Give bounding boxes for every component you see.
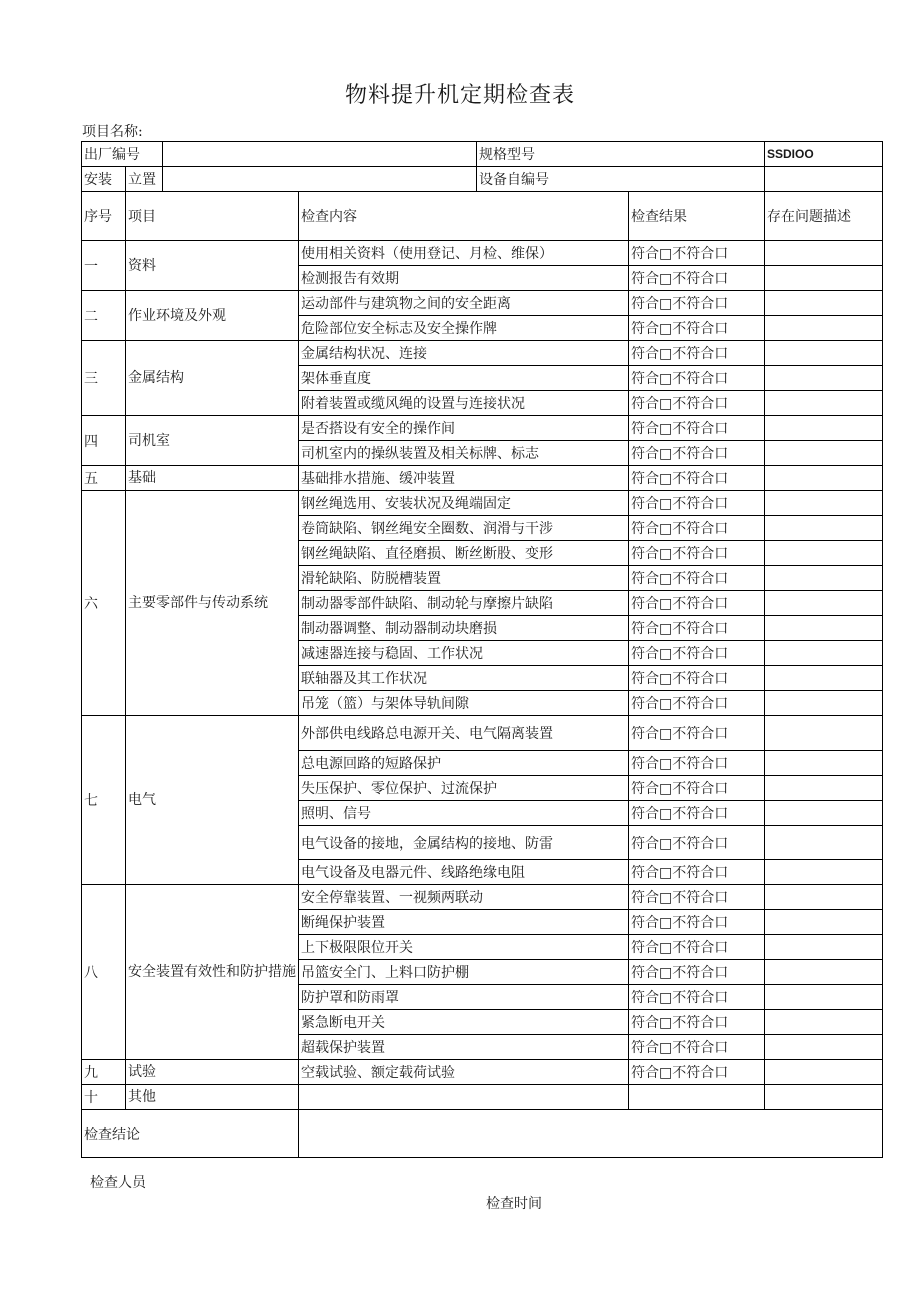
factory-no-field[interactable] bbox=[163, 142, 477, 167]
check-result-options[interactable]: 符合□不符合口 bbox=[629, 541, 765, 566]
issue-description-field[interactable] bbox=[765, 366, 883, 391]
group-seq: 一 bbox=[82, 241, 126, 291]
conclusion-row bbox=[82, 1110, 883, 1158]
column-seq: 序号 bbox=[82, 192, 126, 241]
check-content: 附着装置或缆风绳的设置与连接状况 bbox=[299, 391, 629, 416]
check-result-options[interactable]: 符合□不符合口 bbox=[629, 801, 765, 826]
check-content: 超载保护装置 bbox=[299, 1035, 629, 1060]
check-content: 紧急断电开关 bbox=[299, 1010, 629, 1035]
check-result-options[interactable]: 符合□不符合口 bbox=[629, 266, 765, 291]
check-result-options[interactable]: 符合□不符合口 bbox=[629, 985, 765, 1010]
model-field[interactable]: SSDIOO bbox=[765, 142, 883, 167]
inspection-date-label: 检查时间 bbox=[486, 1196, 542, 1212]
issue-description-field[interactable] bbox=[765, 566, 883, 591]
issue-description-field[interactable] bbox=[765, 935, 883, 960]
issue-description-field[interactable] bbox=[765, 291, 883, 316]
inspector-label: 检查人员 bbox=[90, 1175, 146, 1191]
check-result-options[interactable]: 符合□不符合口 bbox=[629, 241, 765, 266]
group-seq: 七 bbox=[82, 716, 126, 885]
device-no-label: 设备自编号 bbox=[477, 167, 765, 192]
issue-description-field[interactable] bbox=[765, 666, 883, 691]
inspection-table bbox=[81, 141, 883, 1158]
issue-description-field[interactable] bbox=[765, 1010, 883, 1035]
check-content: 司机室内的操纵装置及相关标牌、标志 bbox=[299, 441, 629, 466]
check-content: 是否搭设有安全的操作间 bbox=[299, 416, 629, 441]
check-content: 吊笼（篮）与架体导轨间隙 bbox=[299, 691, 629, 716]
group-name: 金属结构 bbox=[126, 341, 299, 416]
check-content: 制动器调整、制动器制动块磨损 bbox=[299, 616, 629, 641]
check-result-options[interactable]: 符合□不符合口 bbox=[629, 826, 765, 860]
issue-description-field[interactable] bbox=[765, 316, 883, 341]
issue-description-field[interactable] bbox=[765, 641, 883, 666]
check-row bbox=[82, 885, 883, 910]
page-title: 物料提升机定期检查表 bbox=[344, 83, 575, 108]
check-result-options[interactable]: 符合□不符合口 bbox=[629, 341, 765, 366]
check-result-options[interactable]: 符合□不符合口 bbox=[629, 776, 765, 801]
check-content: 联轴器及其工作状况 bbox=[299, 666, 629, 691]
check-content: 检测报告有效期 bbox=[299, 266, 629, 291]
group-name: 司机室 bbox=[126, 416, 299, 466]
check-result-options[interactable]: 符合□不符合口 bbox=[629, 441, 765, 466]
group-name: 基础 bbox=[126, 466, 299, 491]
location-label: 立置 bbox=[126, 167, 163, 192]
conclusion-label: 检查结论 bbox=[82, 1110, 299, 1158]
issue-description-field[interactable] bbox=[765, 516, 883, 541]
group-seq: 八 bbox=[82, 885, 126, 1060]
issue-description-field[interactable] bbox=[765, 885, 883, 910]
check-content: 电气设备的接地，金属结构的接地、防雷 bbox=[299, 826, 629, 860]
group-name: 电气 bbox=[126, 716, 299, 885]
install-label: 安装 bbox=[82, 167, 126, 192]
check-content: 钢丝绳缺陷、直径磨损、断丝断股、变形 bbox=[299, 541, 629, 566]
issue-description-field[interactable] bbox=[765, 1035, 883, 1060]
issue-description-field[interactable] bbox=[765, 960, 883, 985]
model-label: 规格型号 bbox=[477, 142, 765, 167]
check-result-options[interactable]: 符合□不符合口 bbox=[629, 860, 765, 885]
check-content: 照明、信号 bbox=[299, 801, 629, 826]
check-content: 钢丝绳选用、安装状况及绳端固定 bbox=[299, 491, 629, 516]
check-result-options[interactable]: 符合□不符合口 bbox=[629, 751, 765, 776]
issue-description-field[interactable] bbox=[765, 826, 883, 860]
check-content: 防护罩和防雨罩 bbox=[299, 985, 629, 1010]
check-result-options[interactable]: 符合□不符合口 bbox=[629, 566, 765, 591]
factory-no-label: 出厂编号 bbox=[82, 142, 163, 167]
check-row bbox=[82, 416, 883, 441]
header-row-install bbox=[82, 167, 883, 192]
check-result-options[interactable]: 符合□不符合口 bbox=[629, 1010, 765, 1035]
group-name: 作业环境及外观 bbox=[126, 291, 299, 341]
check-result-options[interactable]: 符合□不符合口 bbox=[629, 366, 765, 391]
group-seq: 二 bbox=[82, 291, 126, 341]
column-item: 项目 bbox=[126, 192, 299, 241]
install-location-field[interactable] bbox=[163, 167, 477, 192]
check-content: 危险部位安全标志及安全操作牌 bbox=[299, 316, 629, 341]
issue-description-field[interactable] bbox=[765, 691, 883, 716]
group-seq: 六 bbox=[82, 491, 126, 716]
group-name: 试验 bbox=[126, 1060, 299, 1085]
check-content: 安全停靠装置、一视频两联动 bbox=[299, 885, 629, 910]
check-result-options[interactable]: 符合□不符合口 bbox=[629, 466, 765, 491]
issue-description-field[interactable] bbox=[765, 241, 883, 266]
issue-description-field[interactable] bbox=[765, 1060, 883, 1085]
check-result-options[interactable]: 符合□不符合口 bbox=[629, 616, 765, 641]
check-result-options[interactable]: 符合□不符合口 bbox=[629, 1060, 765, 1085]
issue-description-field[interactable] bbox=[765, 1085, 883, 1110]
check-content: 架体垂直度 bbox=[299, 366, 629, 391]
check-content bbox=[299, 1085, 629, 1110]
check-content: 失压保护、零位保护、过流保护 bbox=[299, 776, 629, 801]
issue-description-field[interactable] bbox=[765, 801, 883, 826]
check-row bbox=[82, 466, 883, 491]
check-row bbox=[82, 1060, 883, 1085]
column-result: 检查结果 bbox=[629, 192, 765, 241]
check-result-options[interactable]: 符合□不符合口 bbox=[629, 516, 765, 541]
issue-description-field[interactable] bbox=[765, 441, 883, 466]
check-result-options[interactable]: 符合□不符合口 bbox=[629, 910, 765, 935]
check-result-options[interactable]: 符合□不符合口 bbox=[629, 716, 765, 751]
header-row-factory bbox=[82, 142, 883, 167]
check-row bbox=[82, 291, 883, 316]
group-seq: 九 bbox=[82, 1060, 126, 1085]
check-row bbox=[82, 341, 883, 366]
group-seq: 三 bbox=[82, 341, 126, 416]
column-content: 检查内容 bbox=[299, 192, 629, 241]
check-result-options[interactable]: 符合□不符合口 bbox=[629, 935, 765, 960]
issue-description-field[interactable] bbox=[765, 491, 883, 516]
check-result-options[interactable]: 符合□不符合口 bbox=[629, 591, 765, 616]
check-row bbox=[82, 491, 883, 516]
check-result-options[interactable]: 符合□不符合口 bbox=[629, 391, 765, 416]
issue-description-field[interactable] bbox=[765, 860, 883, 885]
check-row bbox=[82, 716, 883, 751]
check-result-options[interactable]: 符合□不符合口 bbox=[629, 666, 765, 691]
issue-description-field[interactable] bbox=[765, 266, 883, 291]
column-header-row bbox=[82, 192, 883, 241]
issue-description-field[interactable] bbox=[765, 751, 883, 776]
check-result-options[interactable]: 符合□不符合口 bbox=[629, 641, 765, 666]
issue-description-field[interactable] bbox=[765, 391, 883, 416]
check-content: 吊篮安全门、上料口防护棚 bbox=[299, 960, 629, 985]
check-row bbox=[82, 241, 883, 266]
issue-description-field[interactable] bbox=[765, 616, 883, 641]
check-content: 空载试验、额定载荷试验 bbox=[299, 1060, 629, 1085]
check-result-options[interactable]: 符合□不符合口 bbox=[629, 691, 765, 716]
check-content: 制动器零部件缺陷、制动轮与摩擦片缺陷 bbox=[299, 591, 629, 616]
group-seq: 四 bbox=[82, 416, 126, 466]
group-name: 其他 bbox=[126, 1085, 299, 1110]
column-issue: 存在问题描述 bbox=[765, 192, 883, 241]
issue-description-field[interactable] bbox=[765, 416, 883, 441]
check-result-options[interactable]: 符合□不符合口 bbox=[629, 885, 765, 910]
check-content: 使用相关资料（使用登记、月检、维保） bbox=[299, 241, 629, 266]
group-seq: 十 bbox=[82, 1085, 126, 1110]
check-content: 上下极限限位开关 bbox=[299, 935, 629, 960]
check-result-options[interactable] bbox=[629, 1085, 765, 1110]
check-result-options[interactable]: 符合□不符合口 bbox=[629, 1035, 765, 1060]
group-name: 资料 bbox=[126, 241, 299, 291]
check-content: 基础排水措施、缓冲装置 bbox=[299, 466, 629, 491]
check-result-options[interactable]: 符合□不符合口 bbox=[629, 491, 765, 516]
check-result-options[interactable]: 符合□不符合口 bbox=[629, 316, 765, 341]
issue-description-field[interactable] bbox=[765, 541, 883, 566]
group-seq: 五 bbox=[82, 466, 126, 491]
issue-description-field[interactable] bbox=[765, 910, 883, 935]
group-name: 主要零部件与传动系统 bbox=[126, 491, 299, 716]
check-content: 总电源回路的短路保护 bbox=[299, 751, 629, 776]
check-content: 卷筒缺陷、钢丝绳安全圈数、润滑与干涉 bbox=[299, 516, 629, 541]
check-content: 断绳保护装置 bbox=[299, 910, 629, 935]
check-result-options[interactable]: 符合□不符合口 bbox=[629, 416, 765, 441]
device-no-field[interactable] bbox=[765, 167, 883, 192]
check-content: 减速器连接与稳固、工作状况 bbox=[299, 641, 629, 666]
check-result-options[interactable]: 符合□不符合口 bbox=[629, 291, 765, 316]
issue-description-field[interactable] bbox=[765, 591, 883, 616]
issue-description-field[interactable] bbox=[765, 716, 883, 751]
issue-description-field[interactable] bbox=[765, 341, 883, 366]
issue-description-field[interactable] bbox=[765, 466, 883, 491]
check-content: 外部供电线路总电源开关、电气隔离装置 bbox=[299, 716, 629, 751]
project-name-label: 项目名称: bbox=[82, 124, 143, 140]
check-row bbox=[82, 1085, 883, 1110]
issue-description-field[interactable] bbox=[765, 985, 883, 1010]
conclusion-field[interactable] bbox=[299, 1110, 883, 1158]
check-content: 滑轮缺陷、防脱槽装置 bbox=[299, 566, 629, 591]
check-content: 运动部件与建筑物之间的安全距离 bbox=[299, 291, 629, 316]
group-name: 安全装置有效性和防护措施 bbox=[126, 885, 299, 1060]
issue-description-field[interactable] bbox=[765, 776, 883, 801]
check-result-options[interactable]: 符合□不符合口 bbox=[629, 960, 765, 985]
check-content: 电气设备及电器元件、线路绝缘电阻 bbox=[299, 860, 629, 885]
check-content: 金属结构状况、连接 bbox=[299, 341, 629, 366]
